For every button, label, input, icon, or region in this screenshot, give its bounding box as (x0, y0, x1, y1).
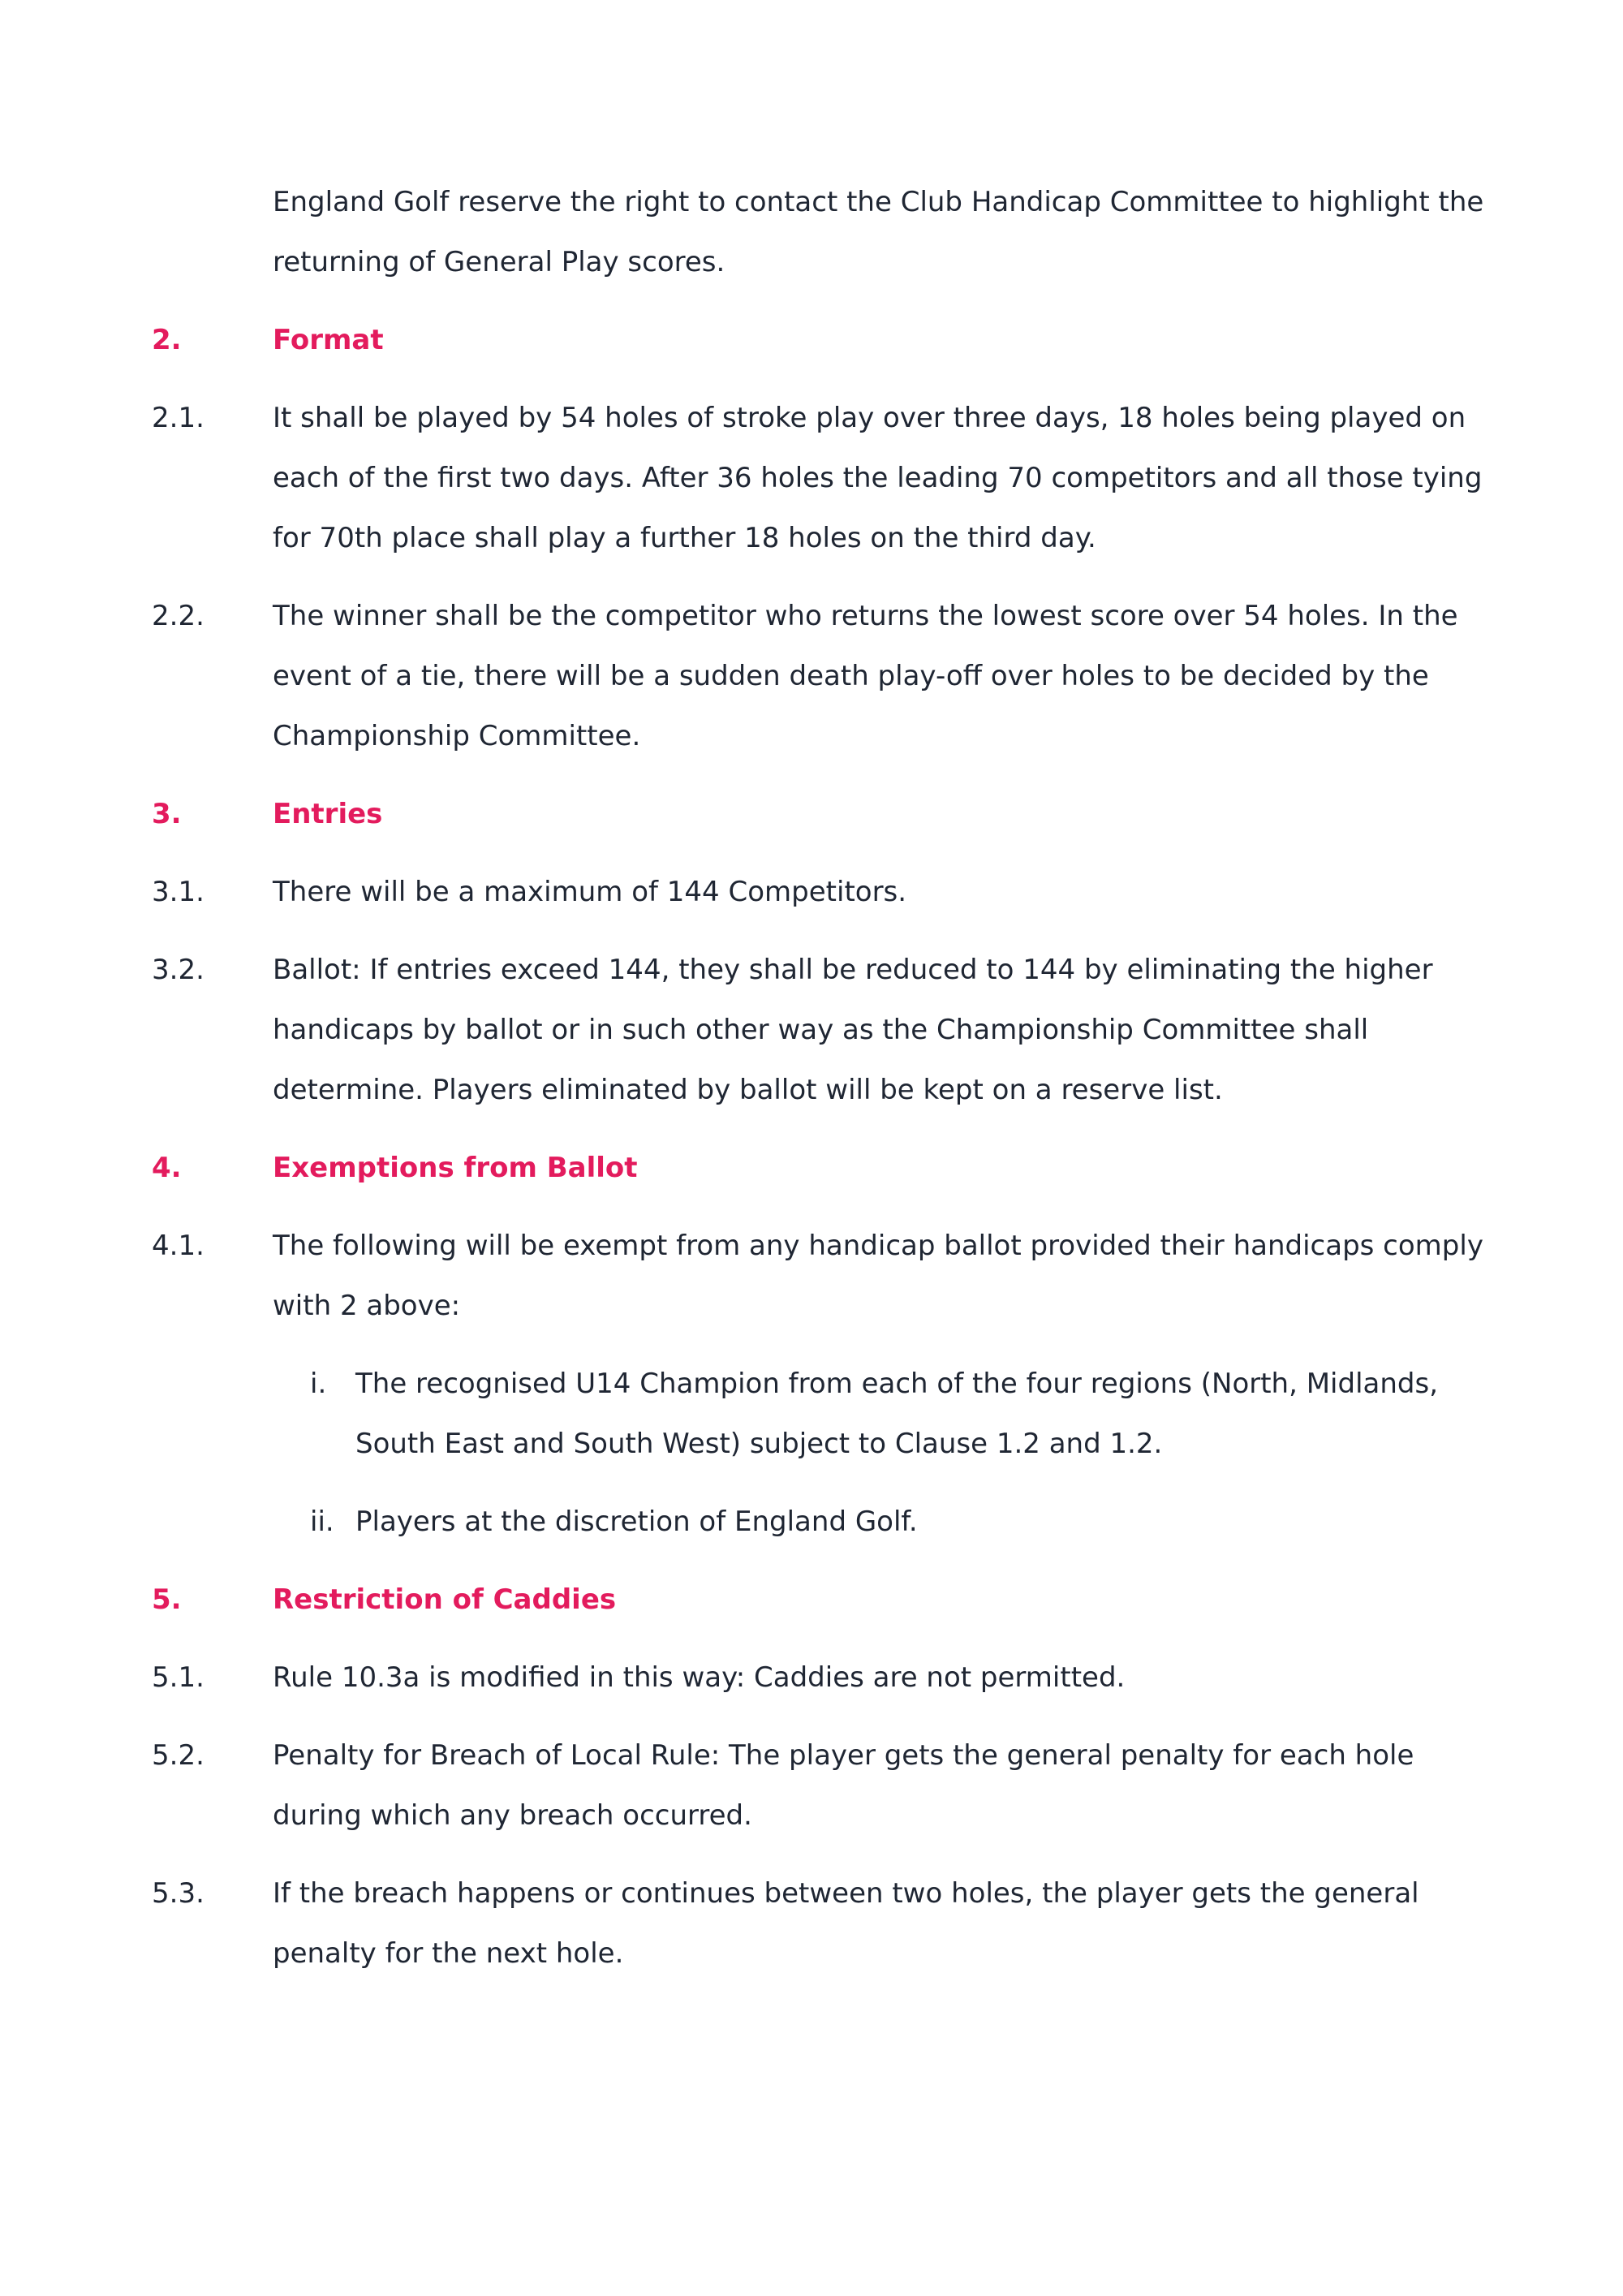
intro-paragraph: England Golf reserve the right to contact the Club Handicap Committee to highlight the returning of General Play scores. (273, 186, 1484, 278)
clause-text: The winner shall be the competitor who returns the lowest score over 54 holes. In the event of a tie, there will be a sudden death play-off over holes to be decided by the Championship Committee. (273, 600, 1458, 752)
clause-body (273, 1648, 1492, 1708)
clause-row (152, 1216, 1492, 1552)
clause-row (152, 388, 1492, 568)
section-title: Exemptions from Ballot (273, 1152, 638, 1184)
clause-text: Rule 10.3a is modified in this way: Caddies are not permitted. (273, 1661, 1126, 1694)
subclause-text: Players at the discretion of England Golf. (355, 1506, 918, 1538)
document-content (152, 172, 1492, 2001)
clause-body (273, 1725, 1492, 1846)
subclause-marker: i. (310, 1368, 327, 1400)
clause-text: There will be a maximum of 144 Competitors. (273, 876, 907, 908)
clause-body (273, 1216, 1492, 1552)
clause-number: 5.3. (152, 1877, 204, 1910)
clause-number: 2.2. (152, 600, 204, 632)
clause-text: The following will be exempt from any handicap ballot provided their handicaps comply with 2 above: (273, 1230, 1483, 1322)
clause-number: 4.1. (152, 1230, 204, 1262)
clause-row (152, 940, 1492, 1120)
sections-container (152, 310, 1492, 1984)
clause-row (152, 862, 1492, 922)
section-number: 4. (152, 1152, 182, 1184)
clause-number: 3.1. (152, 876, 204, 908)
section-heading (152, 1138, 1492, 1198)
subclause-row (310, 1354, 1492, 1474)
section-title: Entries (273, 798, 383, 830)
clause-row (152, 586, 1492, 766)
clause-text: It shall be played by 54 holes of stroke play over three days, 18 holes being played on each of the first two days. After 36 holes the leading 70 competitors and all those tying for 70th place shall play a further 18 holes on the third day. (273, 402, 1483, 554)
clause-text: Penalty for Breach of Local Rule: The player gets the general penalty for each hole during which any breach occurred. (273, 1739, 1414, 1832)
section-heading (152, 1570, 1492, 1630)
clause-body (273, 388, 1492, 568)
clause-body (273, 1863, 1492, 1984)
subclause-marker: ii. (310, 1506, 334, 1538)
subclause-row (310, 1492, 1492, 1552)
clause-row (152, 1725, 1492, 1846)
clause-number: 3.2. (152, 954, 204, 986)
clause-row (152, 1648, 1492, 1708)
clause-number: 5.1. (152, 1661, 204, 1694)
section-number: 2. (152, 324, 182, 356)
section-heading (152, 310, 1492, 370)
clause-text: Ballot: If entries exceed 144, they shall be reduced to 144 by eliminating the higher handicaps by ballot or in such other way as the Championship Committee shall determine. Players eliminated by ballot will be kept on a reserve list. (273, 954, 1433, 1106)
section-title: Restriction of Caddies (273, 1583, 617, 1616)
clause-text: If the breach happens or continues between two holes, the player gets the general penalty for the next hole. (273, 1877, 1419, 1970)
clause-number: 2.1. (152, 402, 204, 434)
clause-body (273, 862, 1492, 922)
section-title: Format (273, 324, 384, 356)
subclause-text: The recognised U14 Champion from each of the four regions (North, Midlands, South East and South West) subject to Clause 1.2 and 1.2. (355, 1368, 1439, 1460)
clause-number: 5.2. (152, 1739, 204, 1772)
clause-row (152, 1863, 1492, 1984)
section-heading (152, 784, 1492, 844)
section-number: 5. (152, 1583, 182, 1616)
section-number: 3. (152, 798, 182, 830)
clause-body (273, 940, 1492, 1120)
clause-body (273, 586, 1492, 766)
